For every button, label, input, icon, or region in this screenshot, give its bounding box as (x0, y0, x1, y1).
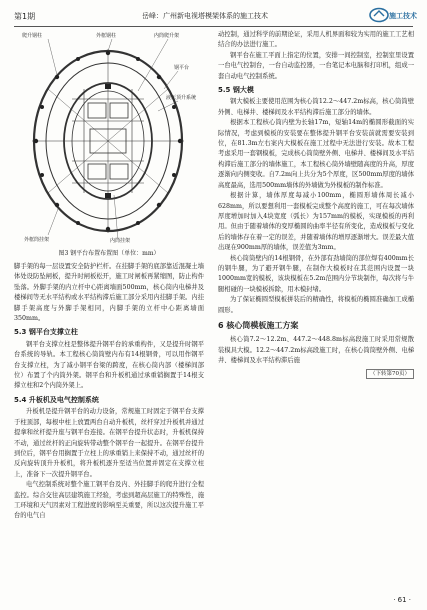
paragraph: 核心筒7.2～12.2m、447.2～448.8m标高段施工时采用常规散装模具大模。12.2～447.2m标高段施工时，在核心筒筒壁外侧、电梯井、楼梯间及水平结构滞后施 (218, 336, 414, 365)
paragraph: 升板机是提升钢平台的动力设备，常规施工时固定于钢平台支撑于柱顶部，每根中柱上放置两台自动升板机，丝杆穿过升板机并通过提拿和丝杆提升座与钢平台连接。在钢平台提升状态时，升板机保持不动，通过丝杆的正向旋转带动整个钢平台一起提升。在钢平台提升到位后，钢平台用搁置于立柱上的承重销上来保持不动，通过丝杆的反向旋转顶升升板机，将升板机逐升至适当位置并固定在支撑立柱上，准备下一次提升钢平台。 (14, 408, 204, 478)
label-outer-hanging-frame: 外框筒挂架 (24, 237, 50, 243)
paragraph: 脚手架的每一层设置安全防护栏杆。在挂脚手架的底部靠近混凝土墙体处设防坠闸板，提升时闸板松开，施工时闸板再紧缩图，防止构件坠落。外脚手架的内立杆中心距离墙面500mm，核心筒内电梯井及楼梯间等无水平结构或水平结构滞后施工部分采用内挂脚手架。内挂脚手架高度与外脚手架相同，内脚手架的立杆中心距离墙面350mm。 (14, 263, 204, 323)
label-steel-platform: 钢平台 (174, 65, 190, 71)
paragraph: 核心筒筒壁内的14根钢骨，在外部有劲墙筒的部位焊有400mm长的钢牛腿，为了避开钢牛腿，在制作大模板时在其范围内设置一块1000mm宽的模板，该块模板在5.2m范围内分节块制作，每次将与牛腿相碰的一块模板拆除，用木模封堵。 (218, 254, 414, 293)
section-heading: 6 核心筒模板施工方案 (218, 320, 299, 330)
label-inner-frame: 内筒爬升架 (154, 33, 180, 39)
paragraph: 动控制，通过科学的前期论证，采用人机界面和较为实用的施工工艺相结合的办法进行施工。 (218, 31, 414, 49)
label-hydraulic-system: 液压顶升系统 (166, 95, 197, 101)
label-inner-hanging-frame: 内筒挂架 (110, 238, 131, 244)
paragraph: 为了保证椭圆型模板拼装后的精确性，将模板的椭圆准确加工成椭圆形。 (218, 296, 414, 314)
paragraph: 钢平台支撑立柱是整体提升钢平台的承重构件，又是提升时钢平台系统的导轨。本工程核心筒筒壁内布有14根钢骨，可以用作钢平台支撑立柱，为了减小钢平台梁的跨度，在核心筒内部（楼梯间部位）布置了个内筒外架。钢平台和升板机通过承重销搁置于14根支撑立柱和2个内筒外架上。 (14, 340, 204, 390)
left-column (14, 262, 204, 522)
right-column (218, 30, 414, 379)
paragraph: 根据本工程核心筒内壁为长轴17m，短轴14m的椭圆形截面的实际情况，考虑到模板的安装要在整体提升钢平台安装前就需要安装到位，在81.3m左右案内大模板在施工过程中无法进行安装。故本工程考虑采用一套钢模板，完成核心筒筒壁外侧、电梯井、楼梯间及水平结构滞后施工部分的墙体施工，本工程核心筒外墙壁随高度的升高，厚度逐渐向内侧变收。自7.2m向上共分为5个厚度，区500mm厚度的墙体高度最高，选用500mm墙体的外墙做为外模板的制作标准。 (218, 119, 414, 189)
paragraph: 根据计算，墙体厚度每减小100mm，椭圆形墙体周长减小628mm，所以要想利用一套模板完成整个高度的施工，可在每次墙体厚度增加时加入4块宽度（弧长）为157mm的模板，实现模板的再利用。但由于随着墙体的变厚椭圆的曲率半径有所变化，造成模板与变化后的墙体存在着一定的误差，并随着墙体的增厚逐渐增大。误差最大值出现在900mm厚的墙体，误差值为3mm。 (218, 192, 414, 252)
logo-text: 施工技术 (389, 12, 417, 20)
paragraph: 钢大模板主要使用范围为核心筒12.2～447.2m标高，核心筒筒壁外侧、电梯井、楼梯间及水平结构滞后施工部分的墙体。 (218, 98, 414, 116)
label-climbing-column: 爬升钢柱 (22, 33, 43, 39)
section-heading: 5.4 升板机及电气控制系统 (14, 395, 99, 404)
page-number: · 61 · (393, 596, 411, 604)
paragraph: 电气控制系统对整个施工钢平台及内、外挂脚手的爬升进行全程监控。综合交往高层建筑施工经验，考虑到超高层施工的特殊性，施工环境和天气因素对工程进度的影响至关重要，所以这次提升施工平台的电气自 (14, 481, 204, 520)
section-heading: 5.5 钢大模 (218, 86, 254, 95)
section-heading: 5.3 钢平台支撑立柱 (14, 328, 78, 337)
platform-plan-figure (18, 29, 204, 243)
label-outer-column: 外框钢柱 (96, 33, 117, 39)
issue-number: 第1期 (14, 12, 36, 21)
running-title: 岳峰：广州新电视塔模架体系的施工技术 (142, 12, 268, 20)
paragraph: 钢平台在施工平面上指定的位置，安排一间控制室，控制室里设置一台电气控制台，一台自动监控器，一台笔记本电脑和打印机，组成一套自动电气控制系统。 (218, 51, 414, 80)
page-header (14, 6, 417, 27)
journal-logo (369, 7, 417, 23)
continued-note: （下转第70页） (366, 369, 414, 379)
figure-caption: 图3 钢平台布置布置图（单位：mm） (58, 250, 160, 257)
